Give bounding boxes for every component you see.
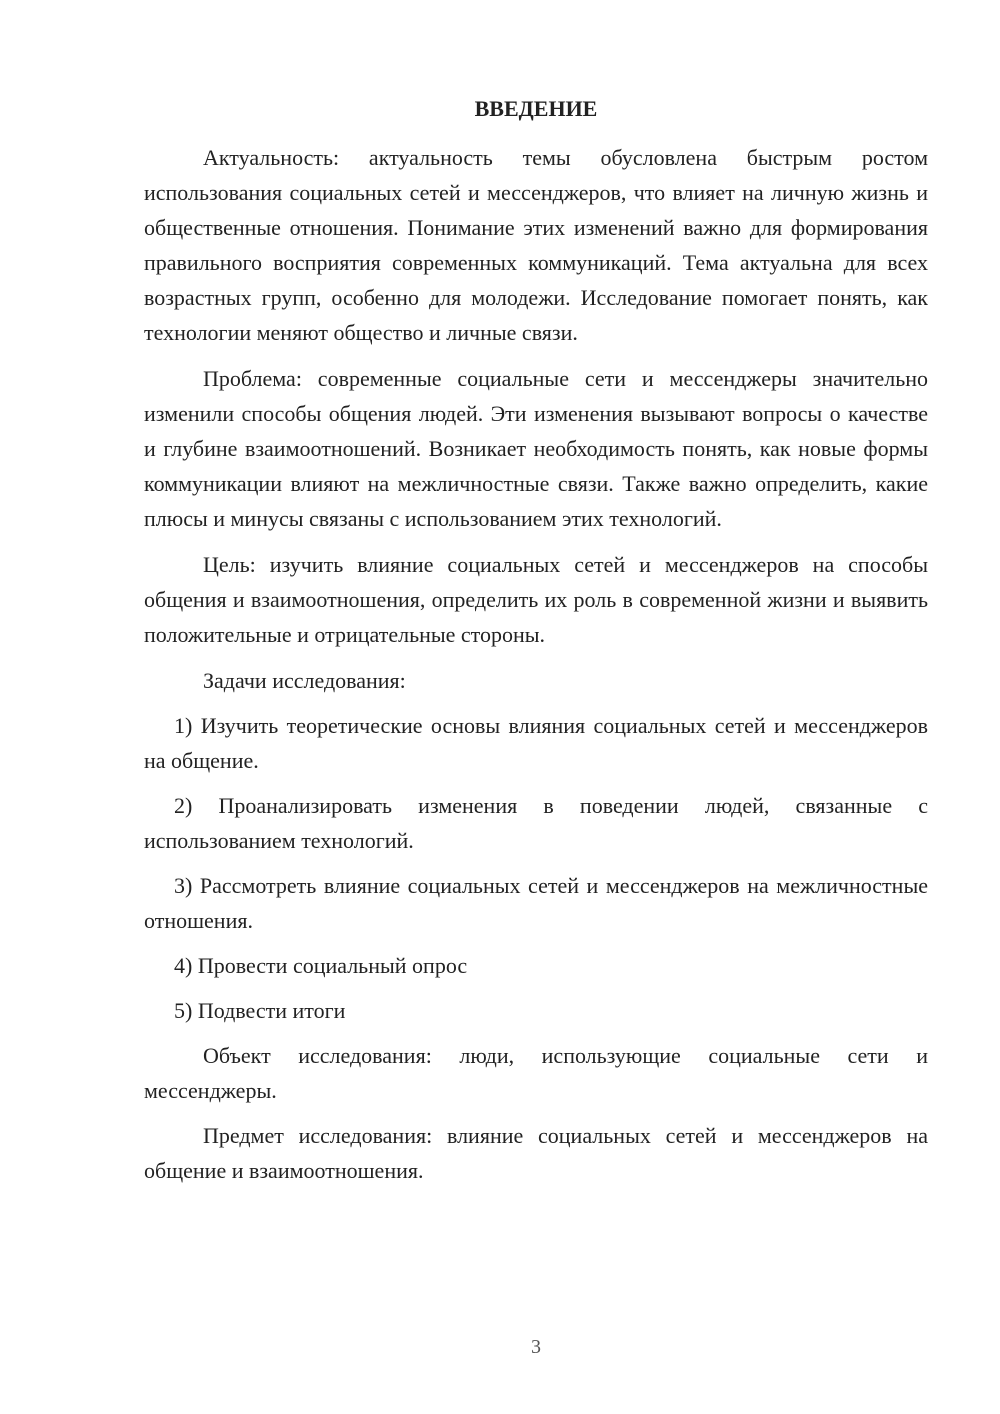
page-content bbox=[144, 91, 928, 1188]
task-item: 4) Провести социальный опрос bbox=[174, 953, 468, 978]
relevance-paragraph: Актуальность: актуальность темы обусловлена быстрым ростом использования социальных сетей и мессенджеров, что влияет на личную жизнь и общественные отношения. Понимание этих изменений важно для формирования правильного восприятия современных коммуникаций. Тема актуальна для всех возрастных групп, особенно для молодежи. Исследование помогает понять, как технологии меняют общество и личные связи. bbox=[144, 145, 928, 345]
task-item: 3) Рассмотреть влияние социальных сетей и мессенджеров на межличностные отношения. bbox=[144, 873, 928, 933]
section-title: ВВЕДЕНИЕ bbox=[474, 96, 598, 121]
task-item: 1) Изучить теоретические основы влияния социальных сетей и мессенджеров на общение. bbox=[144, 713, 928, 773]
research-subject-paragraph: Предмет исследования: влияние социальных сетей и мессенджеров на общение и взаимоотношения. bbox=[144, 1123, 928, 1183]
research-object-paragraph: Объект исследования: люди, использующие социальные сети и мессенджеры. bbox=[144, 1043, 928, 1103]
task-item: 2) Проанализировать изменения в поведении людей, связанные с использованием технологий. bbox=[144, 793, 928, 853]
tasks-heading: Задачи исследования: bbox=[203, 668, 406, 693]
problem-paragraph: Проблема: современные социальные сети и мессенджеры значительно изменили способы общения людей. Эти изменения вызывают вопросы о качестве и глубине взаимоотношений. Возникает необходимость понять, как новые формы коммуникации влияют на межличностные связи. Также важно определить, какие плюсы и минусы связаны с использованием этих технологий. bbox=[144, 366, 928, 531]
page-number: 3 bbox=[531, 1336, 541, 1358]
goal-paragraph: Цель: изучить влияние социальных сетей и мессенджеров на способы общения и взаимоотношения, определить их роль в современной жизни и выявить положительные и отрицательные стороны. bbox=[144, 552, 928, 647]
task-item: 5) Подвести итоги bbox=[174, 998, 346, 1023]
